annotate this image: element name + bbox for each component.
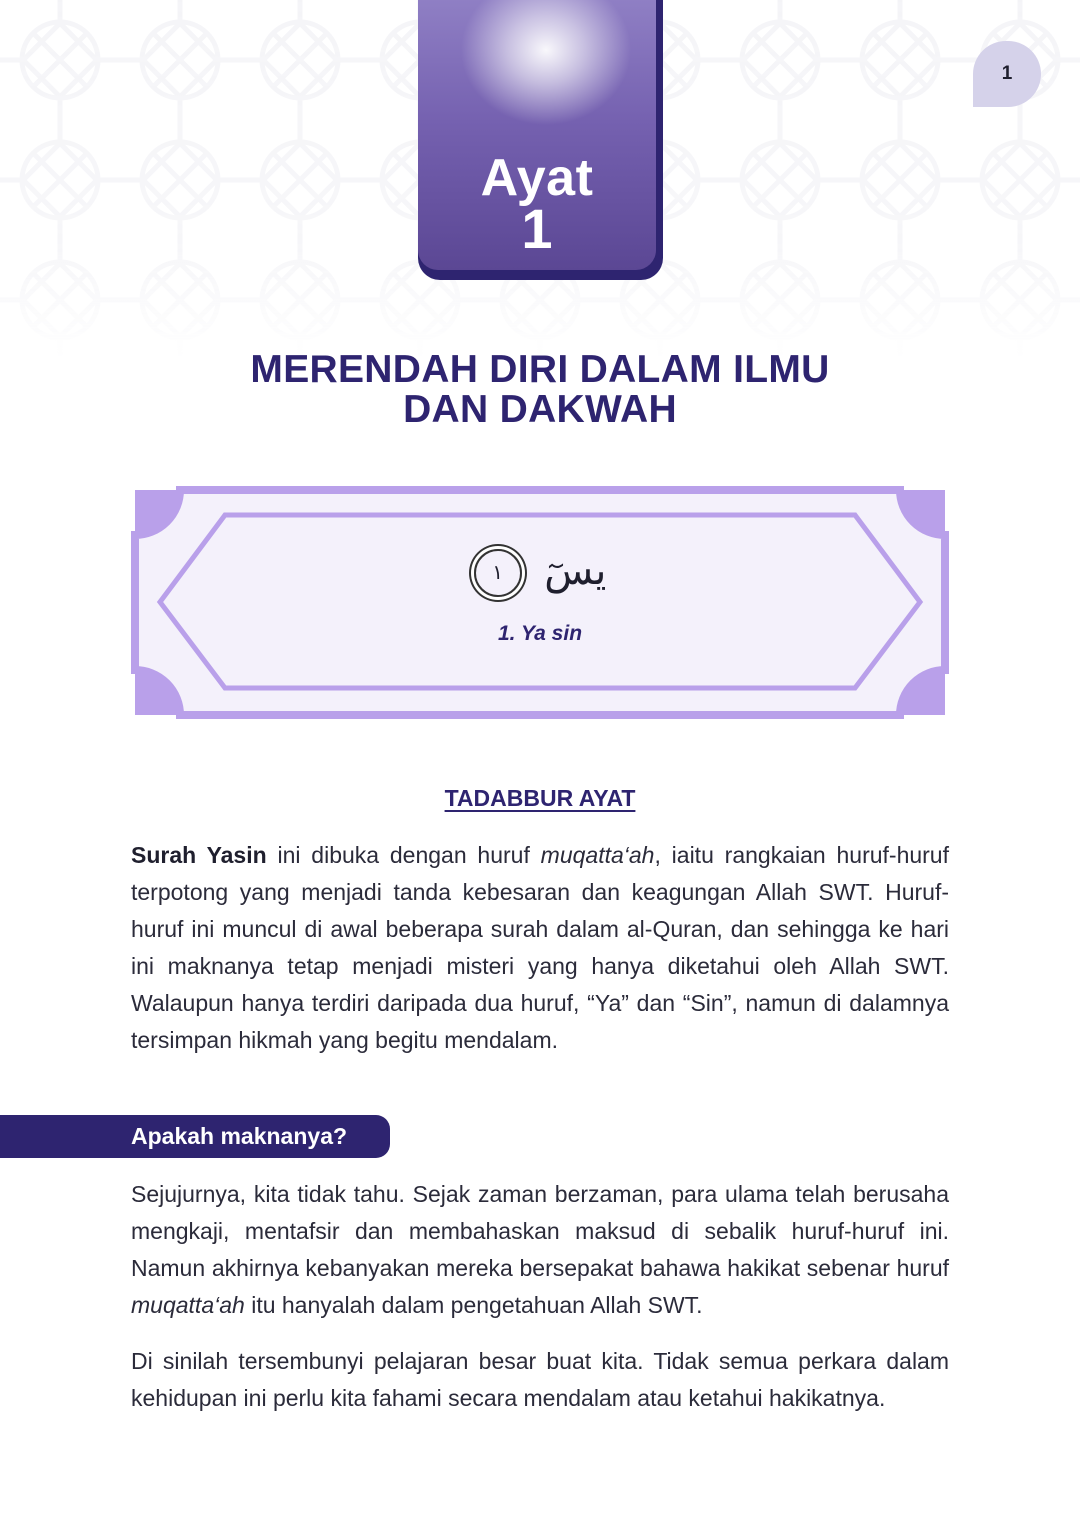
question-banner-label: Apakah maknanya? — [131, 1123, 348, 1149]
verse-transliteration: 1. Ya sin — [497, 622, 583, 645]
paragraph-1-emphasis: muqatta‘ah — [540, 842, 655, 868]
ayah-number-mark: ١ — [474, 549, 522, 597]
ayat-tab — [418, 0, 663, 280]
verse-arabic — [130, 548, 950, 597]
ayat-tab-face — [418, 0, 656, 270]
paragraph-2-emphasis: muqatta‘ah — [131, 1292, 245, 1318]
verse-frame — [130, 485, 950, 720]
ayat-tab-number: 1 — [521, 197, 553, 260]
chapter-title-line1: MERENDAH DIRI DALAM ILMU — [250, 348, 830, 391]
verse-frame-outer — [135, 490, 945, 715]
paragraph-1 — [131, 837, 949, 1059]
chapter-title-line2: DAN DAKWAH — [403, 388, 677, 431]
paragraph-2 — [131, 1176, 949, 1324]
section-heading: TADABBUR AYAT — [444, 785, 636, 811]
paragraph-1-text-b: , iaitu rangkaian huruf-huruf terpotong yang menjadi tanda kebesaran dan keagungan Allah SWT. Huruf-huruf ini muncul di awal beberapa surah dalam al-Quran, dan sehingga ke hari ini maknanya tetap menjadi misteri yang hanya diketahui oleh Allah SWT. Walaupun hanya terdiri daripada dua huruf, “Ya” dan “Sin”, namun di dalamnya tersimpan hikmah yang begitu mendalam. — [131, 842, 949, 1053]
paragraph-1-lead: Surah Yasin — [131, 842, 267, 868]
page-number-badge — [973, 41, 1041, 107]
ayat-tab-word: Ayat — [480, 149, 594, 207]
paragraph-2-text-b: itu hanyalah dalam pengetahuan Allah SWT. — [244, 1292, 703, 1318]
question-banner — [0, 1115, 390, 1158]
paragraph-2-text-a: Sejujurnya, kita tidak tahu. Sejak zaman berzaman, para ulama telah berusaha mengkaji, mentafsir dan membahaskan maksud di sebalik huruf-huruf ini. Namun akhirnya kebanyakan mereka bersepakat bahawa hakikat sebenar huruf — [131, 1181, 949, 1281]
paragraph-3: Di sinilah tersembunyi pelajaran besar buat kita. Tidak semua perkara dalam kehidupan ini perlu kita fahami secara mendalam atau ketahui hakikatnya. — [131, 1348, 949, 1411]
page-number: 1 — [1001, 63, 1013, 84]
chapter-title — [140, 350, 940, 430]
paragraph-1-text-a: ini dibuka dengan huruf — [266, 842, 541, 868]
arabic-text: يسٓ — [544, 548, 607, 594]
